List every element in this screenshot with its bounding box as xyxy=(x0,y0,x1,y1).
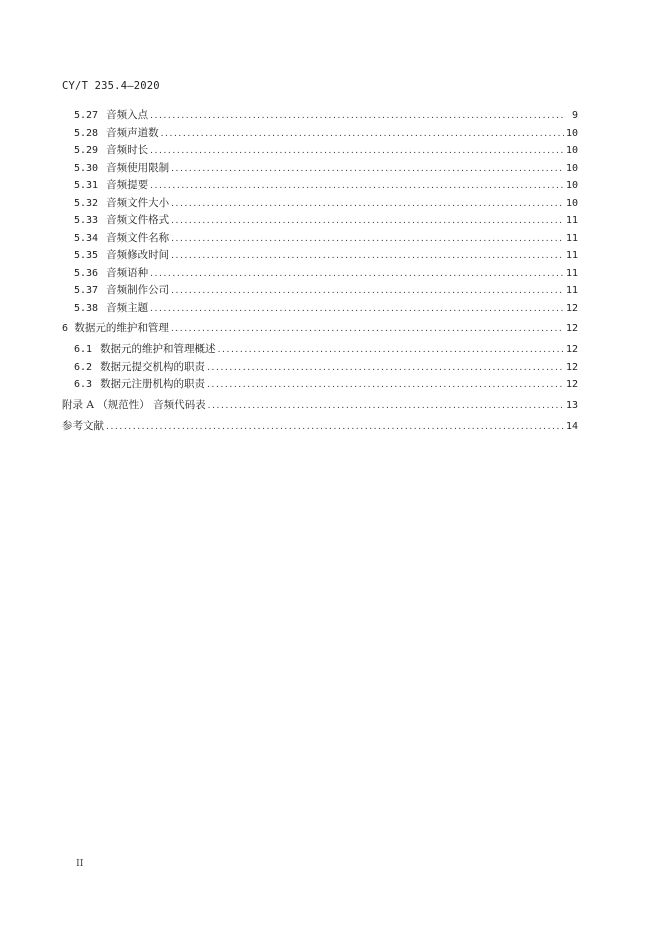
toc-leader-dots xyxy=(205,361,564,375)
toc-entry-number: 5.34 xyxy=(74,232,99,244)
toc-entry-5-29[interactable] xyxy=(62,143,578,157)
toc-entry-5-38[interactable] xyxy=(62,301,578,315)
toc-entry-number: 5.32 xyxy=(74,197,99,209)
toc-entry-page: 12 xyxy=(565,344,578,355)
toc-leader-dots xyxy=(169,162,564,176)
toc-entry-title: 音频语种 xyxy=(106,266,149,279)
toc-entry-page: 11 xyxy=(565,285,578,296)
toc-entry-title: 音频制作公司 xyxy=(106,284,170,296)
toc-entry-title: 音频文件名称 xyxy=(106,231,170,244)
toc-entry-5-32[interactable] xyxy=(62,196,578,210)
toc-entry-page: 9 xyxy=(571,110,578,121)
toc-entry-6[interactable] xyxy=(62,321,578,335)
toc-entry-page: 10 xyxy=(565,197,578,209)
toc-entry-page: 12 xyxy=(565,302,578,314)
toc-entry-title: 音频入点 xyxy=(106,109,149,121)
toc-entry-references[interactable] xyxy=(62,419,578,433)
toc-leader-dots xyxy=(159,127,564,141)
toc-leader-dots xyxy=(148,144,564,158)
toc-entry-title: 音频主题 xyxy=(106,301,149,314)
toc-entry-title: 音频修改时间 xyxy=(106,249,170,261)
toc-entry-title: 音频文件大小 xyxy=(106,196,170,209)
toc-entry-page: 11 xyxy=(565,250,578,261)
toc-leader-dots xyxy=(169,197,564,211)
toc-leader-dots xyxy=(169,232,564,246)
toc-entry-page: 12 xyxy=(565,323,578,334)
toc-entry-5-34[interactable] xyxy=(62,231,578,245)
toc-leader-dots xyxy=(148,179,564,193)
toc-entry-number: 5.38 xyxy=(74,302,99,314)
toc-leader-dots xyxy=(216,343,564,357)
toc-entry-page: 10 xyxy=(565,145,578,156)
toc-entry-5-30[interactable] xyxy=(62,161,578,175)
toc-entry-page: 11 xyxy=(565,232,578,244)
toc-entry-5-35[interactable] xyxy=(62,248,578,262)
toc-entry-number: 6 xyxy=(62,323,69,334)
toc-entry-number: 5.35 xyxy=(74,250,99,261)
toc-entry-6-2[interactable] xyxy=(62,360,578,374)
toc-entry-number: 5.27 xyxy=(74,110,99,121)
toc-entry-5-33[interactable] xyxy=(62,213,578,227)
toc-entry-appendix-a[interactable] xyxy=(62,398,578,412)
toc-entry-number: 5.31 xyxy=(74,180,99,191)
page-number: II xyxy=(76,858,84,869)
toc-entry-number: 5.30 xyxy=(74,162,99,174)
toc-entry-number: 6.3 xyxy=(74,379,93,390)
standard-code: CY/T 235.4—2020 xyxy=(62,80,160,92)
toc-entry-6-3[interactable] xyxy=(62,377,578,391)
toc-entry-title: 音频提要 xyxy=(106,179,149,191)
toc-entry-number: 5.33 xyxy=(74,215,99,226)
toc-entry-page: 11 xyxy=(565,267,578,279)
toc-entry-title: 数据元的维护和管理概述 xyxy=(100,343,216,355)
toc-entry-page: 13 xyxy=(565,400,578,411)
toc-entry-5-36[interactable] xyxy=(62,266,578,280)
toc-entry-page: 10 xyxy=(565,162,578,174)
toc-entry-page: 12 xyxy=(565,379,578,390)
toc-entry-title: 音频使用限制 xyxy=(106,161,170,174)
toc-entry-title: 附录 A （规范性） 音频代码表 xyxy=(62,399,206,411)
toc-entry-5-28[interactable] xyxy=(62,126,578,140)
toc-entry-page: 12 xyxy=(565,361,578,373)
toc-leader-dots xyxy=(104,420,564,434)
toc-entry-5-31[interactable] xyxy=(62,178,578,192)
toc-entry-5-37[interactable] xyxy=(62,283,578,297)
toc-entry-title: 数据元提交机构的职责 xyxy=(100,360,206,373)
toc-entry-page: 11 xyxy=(565,215,578,226)
toc-entry-title: 数据元的维护和管理 xyxy=(74,322,169,334)
toc-entry-page: 10 xyxy=(565,127,578,139)
toc-leader-dots xyxy=(169,284,564,298)
toc-leader-dots xyxy=(169,249,564,263)
toc-entry-number: 5.37 xyxy=(74,285,99,296)
toc-entry-number: 5.29 xyxy=(74,145,99,156)
toc-leader-dots xyxy=(148,267,564,281)
toc-entry-title: 音频时长 xyxy=(106,144,149,156)
toc-entry-number: 6.2 xyxy=(74,361,93,373)
toc-entry-5-27[interactable] xyxy=(62,108,578,122)
toc-leader-dots xyxy=(148,109,564,123)
toc-entry-number: 5.28 xyxy=(74,127,99,139)
toc-leader-dots xyxy=(148,302,564,316)
toc-entry-page: 14 xyxy=(565,421,578,432)
toc-leader-dots xyxy=(169,322,564,336)
toc-entry-page: 10 xyxy=(565,180,578,191)
toc-leader-dots xyxy=(169,214,564,228)
toc-leader-dots xyxy=(205,378,564,392)
toc-entry-title: 音频声道数 xyxy=(106,126,159,139)
toc-entry-title: 数据元注册机构的职责 xyxy=(100,378,206,390)
toc-leader-dots xyxy=(206,399,564,413)
toc-entry-title: 音频文件格式 xyxy=(106,214,170,226)
toc-entry-number: 6.1 xyxy=(74,344,93,355)
toc-entry-number: 5.36 xyxy=(74,267,99,279)
toc-entry-title: 参考文献 xyxy=(62,420,104,432)
toc-entry-6-1[interactable] xyxy=(62,342,578,356)
